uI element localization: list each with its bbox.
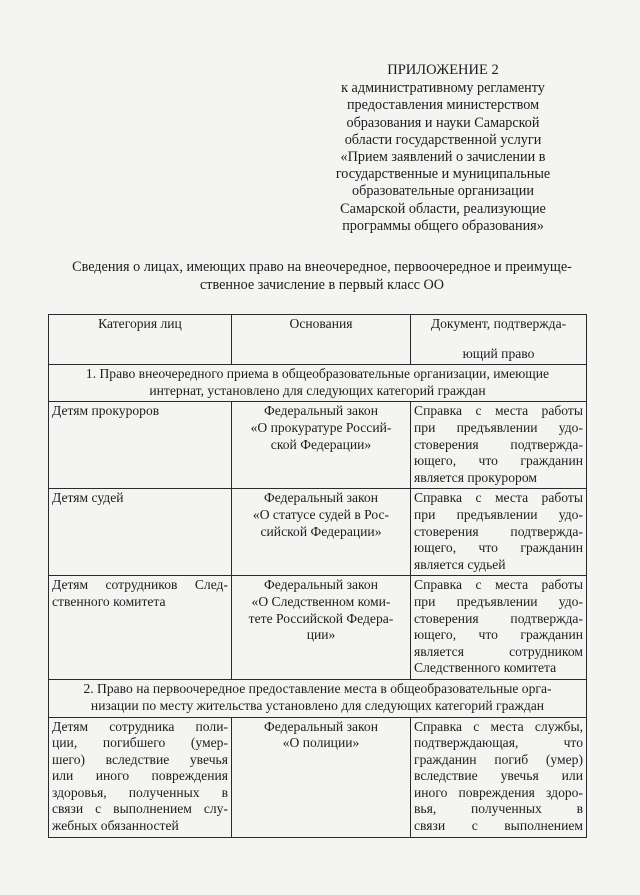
header-document — [411, 315, 587, 365]
cell-line: «О прокуратуре Россий- — [250, 419, 392, 435]
table-row — [49, 402, 587, 489]
cell-line: ции, погибшего (умер- — [52, 735, 228, 751]
cell-line: тете Российской Федера- — [248, 610, 394, 626]
appendix-line: образовательные организации — [352, 183, 534, 200]
document-heading — [30, 258, 614, 294]
cell-line: ции» — [306, 627, 336, 643]
category-cell — [49, 717, 232, 837]
document-cell — [411, 489, 587, 576]
cell-line: Детям судей — [52, 490, 124, 506]
appendix-line: к административному регламенту — [341, 80, 545, 97]
appendix-line: области государственной услуги — [344, 131, 542, 148]
appendix-line: Самарской области, реализующие — [340, 200, 546, 217]
appendix-title: ПРИЛОЖЕНИЕ 2 — [387, 62, 499, 78]
section-1-title — [49, 365, 587, 402]
section-line: низации по месту жительства установлено для следующих категорий граждан — [90, 697, 545, 713]
cell-line: стоверения подтвержда- — [414, 436, 583, 452]
cell-line: Федеральный закон — [264, 577, 378, 593]
cell-line: шего) вследствие увечья — [52, 751, 228, 767]
table-row — [49, 576, 587, 680]
section-row — [49, 680, 587, 717]
cell-line: иного повреждения здоро- — [414, 784, 583, 800]
cell-line: Федеральный закон — [264, 403, 378, 419]
table-row — [49, 717, 587, 837]
section-2-title — [49, 680, 587, 717]
basis-cell — [232, 489, 411, 576]
appendix-line: предоставления министерством — [346, 97, 540, 114]
appendix-line: программы общего образования» — [342, 217, 544, 234]
cell-line: при предъявлении удо- — [414, 593, 583, 609]
heading-line: ственное зачисление в первый класс ОО — [200, 277, 444, 293]
cell-line: подтверждающая, что — [414, 735, 583, 751]
appendix-line: «Прием заявлений о зачислении в — [340, 149, 546, 166]
cell-line: связи с выполнением слу- — [52, 801, 228, 817]
cell-line: или иного повреждения — [52, 768, 228, 784]
cell-line: Федеральный закон — [264, 718, 378, 734]
basis-cell — [232, 402, 411, 489]
cell-line: «О полиции» — [282, 735, 360, 751]
cell-line: здоровья, полученных в — [52, 784, 228, 800]
cell-line: ской Федерации» — [270, 436, 372, 452]
cell-line: сийской Федерации» — [260, 523, 382, 539]
header-document-line: Документ, подтвержда- — [430, 316, 567, 331]
cell-line: Справка с места работы — [414, 403, 583, 419]
cell-line: связи с выполнением — [414, 818, 583, 834]
cell-line: является сотрудником — [414, 643, 583, 659]
document-cell — [411, 576, 587, 680]
cell-line: Справка с места работы — [414, 577, 583, 593]
header-category: Категория лиц — [49, 315, 232, 365]
category-cell — [49, 402, 232, 489]
cell-line: Федеральный закон — [264, 490, 378, 506]
header-document-line: ющий право — [462, 345, 535, 361]
basis-cell — [232, 576, 411, 680]
cell-line: при предъявлении удо- — [414, 506, 583, 522]
cell-line: является судьей — [414, 556, 506, 572]
appendix-line: государственные и муниципальные — [335, 166, 551, 183]
table-row — [49, 489, 587, 576]
cell-line: ственного комитета — [52, 593, 166, 609]
cell-line: Справка с места службы, — [414, 718, 583, 734]
cell-line: при предъявлении удо- — [414, 419, 583, 435]
section-line: интернат, установлено для следующих категорий граждан — [149, 382, 486, 398]
cell-line: ющего, что гражданин — [414, 540, 583, 556]
basis-cell — [232, 717, 411, 837]
cell-line: Справка с места работы — [414, 490, 583, 506]
section-line: 2. Право на первоочередное предоставление места в общеобразовательные орга- — [83, 681, 552, 697]
cell-line: стоверения подтвержда- — [414, 523, 583, 539]
cell-line: является прокурором — [414, 469, 537, 485]
table-header-row — [49, 315, 587, 365]
cell-line: стоверения подтвержда- — [414, 610, 583, 626]
cell-line: гражданин погиб (умер) — [414, 751, 583, 767]
cell-line: «О Следственном коми- — [251, 593, 391, 609]
cell-line: вследствие увечья или — [414, 768, 583, 784]
cell-line: ющего, что гражданин — [414, 627, 583, 643]
appendix-line: образования и науки Самарской — [346, 114, 540, 131]
cell-line: ющего, что гражданин — [414, 453, 583, 469]
cell-line: «О статусе судей в Рос- — [252, 506, 390, 522]
cell-line: Детям сотрудников След- — [52, 577, 228, 593]
section-line: 1. Право внеочередного приема в общеобразовательные организации, имеющие — [85, 366, 550, 382]
appendix-header — [300, 62, 586, 235]
cell-line: жебных обязанностей — [52, 818, 179, 834]
cell-line: вья, полученных в — [414, 801, 583, 817]
document-cell — [411, 717, 587, 837]
document-cell — [411, 402, 587, 489]
heading-line: Сведения о лицах, имеющих право на внеочередное, первоочередное и преимуще- — [72, 259, 572, 275]
cell-line: Детям прокуроров — [52, 403, 160, 419]
cell-line: Следственного комитета — [414, 660, 557, 676]
section-row — [49, 365, 587, 402]
eligibility-table — [48, 314, 587, 838]
cell-line: Детям сотрудника поли- — [52, 718, 228, 734]
category-cell — [49, 576, 232, 680]
header-basis: Основания — [232, 315, 411, 365]
category-cell — [49, 489, 232, 576]
